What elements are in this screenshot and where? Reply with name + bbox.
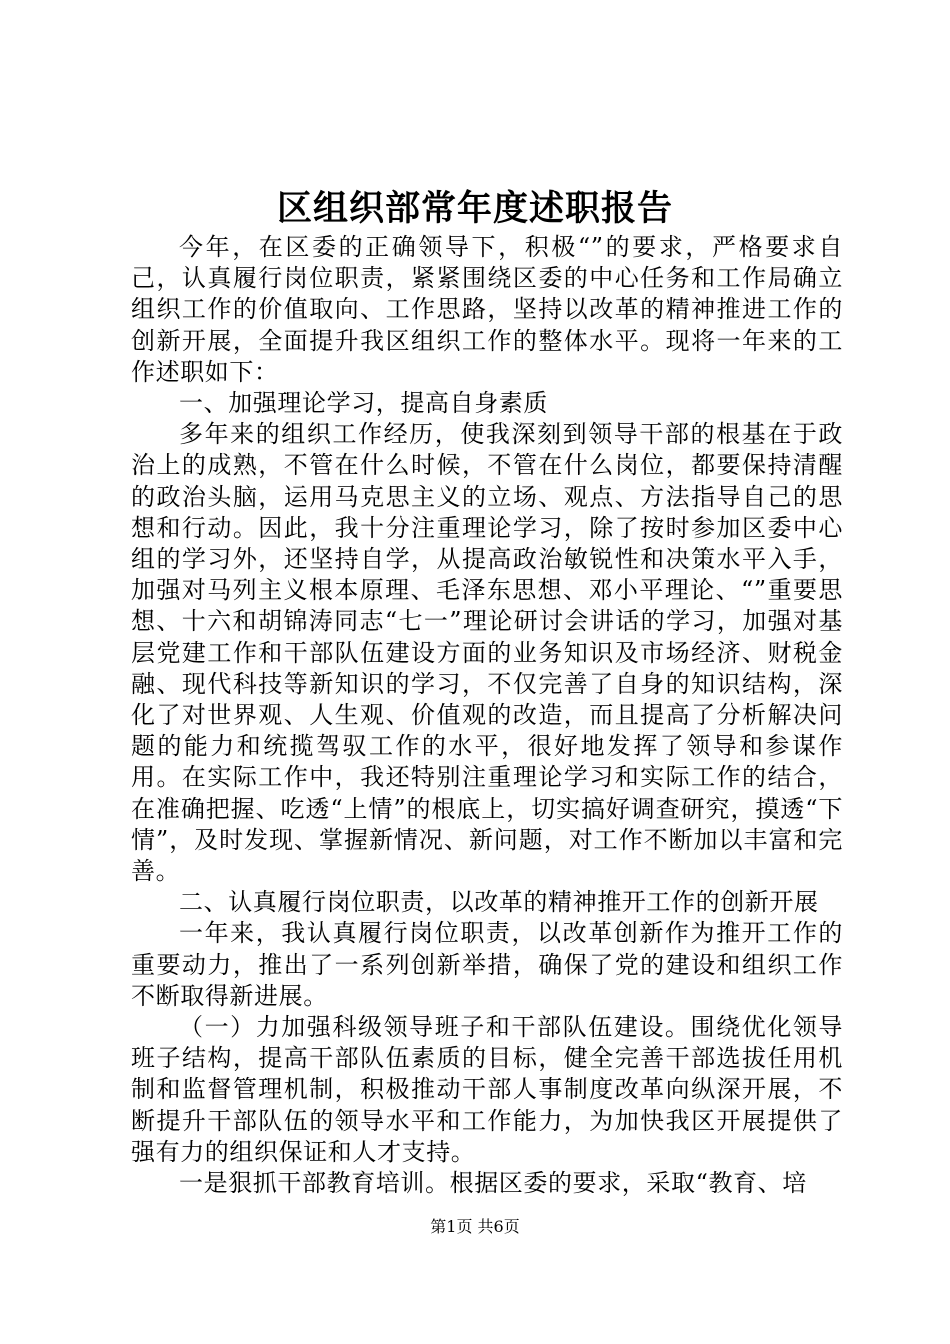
subsection-paragraph-1: （一）力加强科级领导班子和干部队伍建设。围绕优化领导班子结构，提高干部队伍素质的目标，健全完善干部选拔任用机制和监督管理机制，积极推动干部人事制度改革向纵深开展，不断提升干部队伍的领导水平和工作能力，为加快我区开展提供了强有力的组织保证和人才支持。 <box>131 1013 843 1166</box>
page-footer: 第1页 共6页 <box>430 1217 520 1236</box>
body-paragraph: 一年来，我认真履行岗位职责，以改革创新作为推开工作的重要动力，推出了一系列创新举措，确保了党的建设和组织工作不断取得新进展。 <box>131 919 843 1010</box>
body-paragraph: 一是狠抓干部教育培训。根据区委的要求，采取“教育、培 <box>179 1169 807 1198</box>
intro-paragraph: 今年，在区委的正确领导下，积极“”的要求，严格要求自己，认真履行岗位职责，紧紧围绕区委的中心任务和工作局确立组织工作的价值取向、工作思路，坚持以改革的精神推进工作的创新开展，全面提升我区组织工作的整体水平。现将一年来的工作述职如下： <box>131 233 843 386</box>
section-heading-2: 二、认真履行岗位职责，以改革的精神推开工作的创新开展 <box>179 888 819 917</box>
section-heading-1: 一、加强理论学习，提高自身素质 <box>179 389 548 418</box>
document-body <box>131 232 843 1199</box>
body-paragraph: 多年来的组织工作经历，使我深刻到领导干部的根基在于政治上的成熟，不管在什么时候，不管在什么岗位，都要保持清醒的政治头脑，运用马克思主义的立场、观点、方法指导自己的思想和行动。因此，我十分注重理论学习，除了按时参加区委中心组的学习外，还坚持自学，从提高政治敏锐性和决策水平入手，加强对马列主义根本原理、毛泽东思想、邓小平理论、“”重要思想、十六和胡锦涛同志“七一”理论研讨会讲话的学习，加强对基层党建工作和干部队伍建设方面的业务知识及市场经济、财税金融、现代科技等新知识的学习，不仅完善了自身的知识结构，深化了对世界观、人生观、价值观的改造，而且提高了分析解决问题的能力和统揽驾驭工作的水平，很好地发挥了领导和参谋作用。在实际工作中，我还特别注重理论学习和实际工作的结合，在准确把握、吃透“上情”的根底上，切实搞好调查研究，摸透“下情”，及时发现、掌握新情况、新问题，对工作不断加以丰富和完善。 <box>131 420 843 886</box>
page-title: 区组织部常年度述职报告 <box>276 188 673 229</box>
